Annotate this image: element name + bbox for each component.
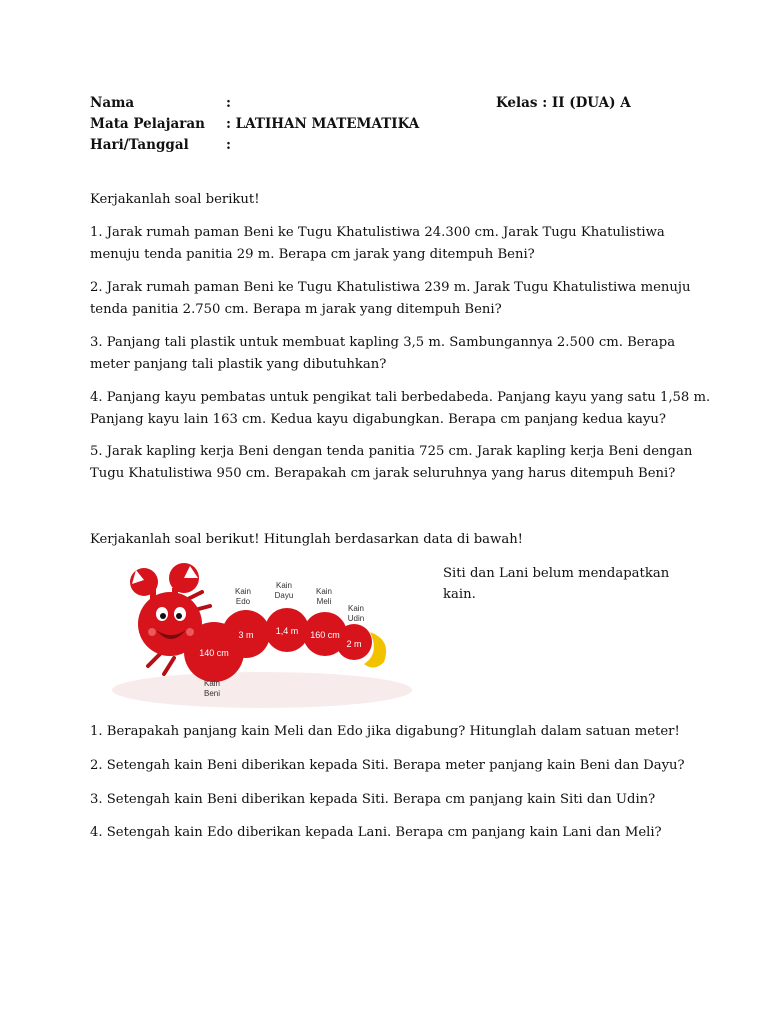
crab-cheek — [186, 628, 194, 636]
question-2-line2: tenda panitia 2.750 cm. Berapa m jarak yang ditempuh Beni? — [90, 302, 502, 317]
section2-question-4: 4. Setengah kain Edo diberikan kepada Lani. Berapa cm panjang kain Lani dan Meli? — [90, 825, 662, 840]
question-1-line2: menuju tenda panitia 29 m. Berapa cm jarak yang ditempuh Beni? — [90, 247, 535, 262]
question-2 — [90, 277, 690, 321]
crab-cheek — [148, 628, 156, 636]
question-1-line1: 1. Jarak rumah paman Beni ke Tugu Khatulistiwa 24.300 cm. Jarak Tugu Khatulistiwa — [90, 225, 665, 240]
crab-shadow — [112, 672, 412, 708]
udin-label-1: Kain — [347, 604, 365, 613]
question-1 — [90, 222, 690, 266]
udin-value: 2 m — [346, 639, 362, 649]
side-note — [443, 563, 683, 605]
question-2-line1: 2. Jarak rumah paman Beni ke Tugu Khatulistiwa 239 m. Jarak Tugu Khatulistiwa menuju — [90, 280, 691, 295]
section2-instruction: Kerjakanlah soal berikut! Hitunglah berdasarkan data di bawah! — [90, 532, 523, 547]
question-3-line1: 3. Panjang tali plastik untuk membuat kapling 3,5 m. Sambungannya 2.500 cm. Berapa — [90, 335, 676, 350]
udin-label-2: Udin — [347, 614, 365, 623]
mapel-value: : LATIHAN MATEMATIKA — [226, 116, 420, 132]
tanggal-colon: : — [226, 137, 231, 153]
meli-value: 160 cm — [310, 630, 340, 640]
dayu-label-1: Kain — [275, 581, 293, 590]
section1-instruction: Kerjakanlah soal berikut! — [90, 192, 260, 207]
dayu-label-2: Dayu — [274, 591, 294, 600]
question-5-line1: 5. Jarak kapling kerja Beni dengan tenda panitia 725 cm. Jarak kapling kerja Beni dengan — [90, 444, 693, 459]
question-4-line1: 4. Panjang kayu pembatas untuk pengikat tali berbedabeda. Panjang kayu yang satu 1,58 m. — [90, 390, 711, 405]
question-4 — [90, 387, 711, 431]
beni-label-1: Kain — [203, 679, 221, 688]
mapel-label: Mata Pelajaran — [90, 116, 205, 132]
edo-label-1: Kain — [234, 587, 252, 596]
question-3 — [90, 332, 690, 376]
nama-colon: : — [226, 95, 231, 111]
nama-label: Nama — [90, 95, 135, 111]
question-4-line2: Panjang kayu lain 163 cm. Kedua kayu digabungkan. Berapa cm panjang kedua kayu? — [90, 412, 666, 427]
meli-label-2: Meli — [316, 597, 332, 606]
section2-question-2: 2. Setengah kain Beni diberikan kepada Siti. Berapa meter panjang kain Beni dan Dayu? — [90, 758, 685, 773]
section2-question-3: 3. Setengah kain Beni diberikan kepada Siti. Berapa cm panjang kain Siti dan Udin? — [90, 792, 656, 807]
kelas-field: Kelas : II (DUA) A — [496, 95, 631, 111]
beni-label-2: Beni — [203, 689, 221, 698]
question-5 — [90, 441, 693, 485]
edo-label-2: Edo — [235, 597, 251, 606]
question-3-line2: meter panjang tali plastik yang dibutuhkan? — [90, 357, 387, 372]
beni-value: 140 cm — [199, 648, 229, 658]
crab-head — [138, 592, 202, 656]
side-note-line2: kain. — [443, 587, 476, 602]
side-note-line1: Siti dan Lani belum mendapatkan — [443, 566, 670, 581]
dayu-value: 1,4 m — [275, 626, 299, 636]
tanggal-label: Hari/Tanggal — [90, 137, 189, 153]
crab-illustration — [92, 562, 432, 714]
section2-question-1: 1. Berapakah panjang kain Meli dan Edo jika digabung? Hitunglah dalam satuan meter! — [90, 724, 680, 739]
edo-value: 3 m — [238, 630, 254, 640]
meli-label-1: Kain — [315, 587, 333, 596]
question-5-line2: Tugu Khatulistiwa 950 cm. Berapakah cm jarak seluruhnya yang harus ditempuh Beni? — [90, 466, 676, 481]
